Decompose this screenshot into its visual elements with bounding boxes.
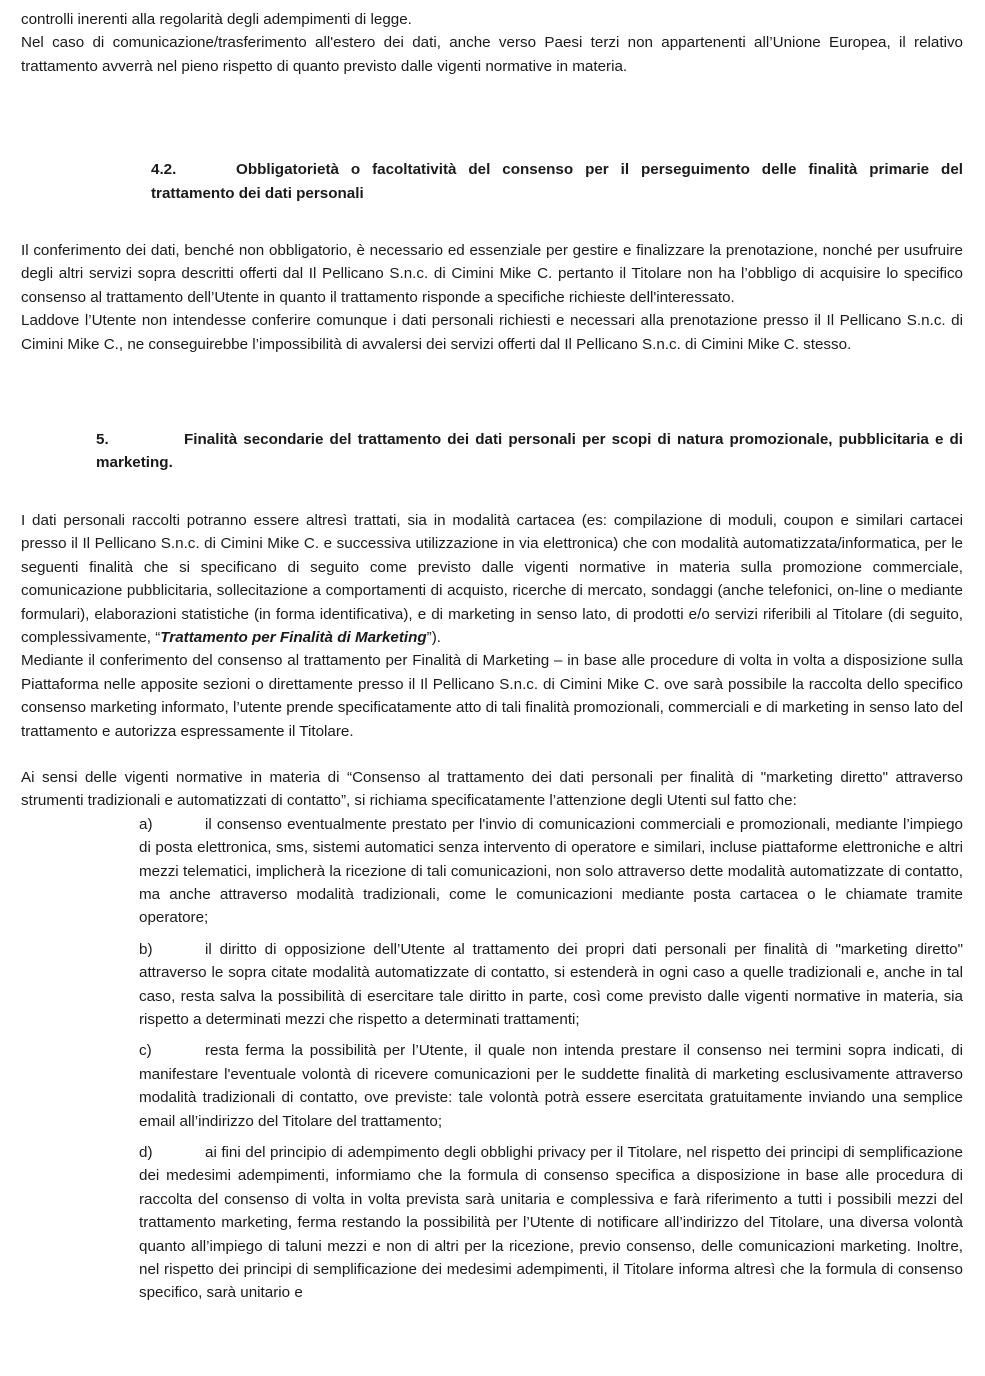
section-5-number: 5. — [96, 431, 109, 449]
document-page — [21, 8, 963, 1313]
section-4-2-paragraph-2: Laddove l’Utente non intendesse conferire comunque i dati personali richiesti e necessari alla prenotazione presso il Il Pellicano S.n.c. di Cimini Mike C., ne conseguirebbe l’impossibilità di avvalersi dei servizi offerti dal Il Pellicano S.n.c. di Cimini Mike C. stesso. — [21, 312, 963, 353]
section-5-paragraph-2: Mediante il conferimento del consenso al trattamento per Finalità di Marketing – in base alle procedure di volta in volta a disposizione sulla Piattaforma nelle apposite sezioni o direttamente presso il Il Pellicano S.n.c. di Cimini Mike C. ove sarà possibile la raccolta dello specifico consenso marketing informato, l’utente prende specificatamente atto di tali finalità promozionali, commerciali e di marketing in senso lato del trattamento e autorizza espressamente il Titolare. — [21, 652, 963, 740]
section-5-paragraph-1-text: I dati personali raccolti potranno essere altresì trattati, sia in modalità cartacea (es: compilazione di moduli, coupon e similari cartacei presso il Il Pellicano S.n.c. di Cimini Mike C. e successiva utilizzazione in via elettronica) che con modalità automatizzata/informatica, per le seguenti finalità che si specificano di seguito come previsto dalle vigenti normative in materia sulla promozione commerciale, comunicazione pubblicitaria, sollecitazione a comportamenti di acquisto, ricerche di mercato, sondaggi (anche telefonici, on-line o mediante formulari), elaborazioni statistiche (in forma identificativa), e di marketing in senso lato, di prodotti e/o servizi riferibili al Titolare (di seguito, complessivamente, “ — [21, 511, 963, 646]
section-5-heading — [96, 428, 963, 475]
section-5-title: Finalità secondarie del trattamento dei dati personali per scopi di natura promozionale, pubblicitaria e di marketing. — [96, 431, 963, 472]
section-5-paragraph-1-end: ”). — [426, 628, 442, 646]
intro-paragraph: Nel caso di comunicazione/trasferimento all'estero dei dati, anche verso Paesi terzi non appartenenti all’Unione Europea, il relativo trattamento avverrà nel pieno rispetto di quanto previsto dalle vigenti normative in materia. — [21, 34, 963, 75]
list-item-text: il consenso eventualmente prestato per l'invio di comunicazioni commerciali e promozionali, mediante l’impiego di posta elettronica, sms, sistemi automatici senza intervento di operatore e similari, incluse piattaforme elettroniche e altri mezzi telematici, implicherà la ricezione di tali comunicazioni, non solo attraverso dette modalità automatizzate di contatto, ma anche attraverso modalità tradizionali, come le comunicazioni mediante posta cartacea o le chiamate tramite operatore; — [139, 815, 963, 927]
section-5-paragraph-1 — [21, 509, 963, 649]
list-item-letter: b) — [139, 940, 153, 958]
list-item-text: il diritto di opposizione dell’Utente al trattamento dei propri dati personali per finalità di "marketing diretto" attraverso le sopra citate modalità automatizzate di contatto, si estenderà in ogni caso a quelle tradizionali e, anche in tal caso, resta salva la possibilità di esercitare tale diritto in parte, così come previsto dalle vigenti normative in materia, sia rispetto a determinati mezzi che rispetto a determinati trattamenti; — [139, 940, 963, 1028]
list-item-letter: a) — [139, 815, 153, 833]
section-4-2-number: 4.2. — [151, 161, 177, 179]
list-item — [139, 1039, 963, 1133]
list-item — [139, 813, 963, 930]
consent-list — [139, 813, 963, 1305]
list-item — [139, 938, 963, 1032]
list-item — [139, 1141, 963, 1305]
section-4-2-heading — [151, 158, 963, 205]
intro-line-1: controlli inerenti alla regolarità degli adempimenti di legge. — [21, 11, 412, 28]
section-4-2-paragraph-1: Il conferimento dei dati, benché non obbligatorio, è necessario ed essenziale per gestire e finalizzare la prenotazione, nonché per usufruire degli altri servizi sopra descritti offerti dal Il Pellicano S.n.c. di Cimini Mike C. pertanto il Titolare non ha l’obbligo di acquisire lo specifico consenso al trattamento dell’Utente in quanto il trattamento risponde a specifiche richieste dell'interessato. — [21, 242, 963, 306]
list-item-text: resta ferma la possibilità per l’Utente, il quale non intenda prestare il consenso nei termini sopra indicati, di manifestare l'eventuale volontà di ricevere comunicazioni per le suddette finalità di marketing esclusivamente attraverso modalità tradizionali di contatto, ove previste: tale volontà potrà essere esercitata gratuitamente inviando una semplice email all’indirizzo del Titolare del trattamento; — [139, 1042, 963, 1130]
marketing-term-emphasis: Trattamento per Finalità di Marketing — [160, 628, 427, 646]
list-item-letter: d) — [139, 1144, 153, 1162]
section-5-paragraph-3: Ai sensi delle vigenti normative in materia di “Consenso al trattamento dei dati personali per finalità di "marketing diretto" attraverso strumenti tradizionali e automatizzati di contatto”, si richiama specificatamente l’attenzione degli Utenti sul fatto che: — [21, 768, 963, 810]
list-item-text: ai fini del principio di adempimento degli obblighi privacy per il Titolare, nel rispetto dei principi di semplificazione dei medesimi adempimenti, informiamo che la formula di consenso specifica a disposizione in base alle procedura di raccolta del consenso di volta in volta prevista sarà unitaria e complessiva e farà riferimento a tutti i possibili mezzi del trattamento marketing, ferma restando la possibilità per l’Utente di notificare all’indirizzo del Titolare, una diversa volontà quanto all’impiego di taluni mezzi e non di altri per la ricezione, previo consenso, delle comunicazioni marketing. Inoltre, nel rispetto dei principi di semplificazione dei medesimi adempimenti, il Titolare informa altresì che la formula di consenso specifico, sarà unitario e — [139, 1144, 963, 1302]
section-4-2-title: Obbligatorietà o facoltatività del consenso per il perseguimento delle finalità primarie del trattamento dei dati personali — [151, 161, 963, 202]
list-item-letter: c) — [139, 1042, 152, 1060]
